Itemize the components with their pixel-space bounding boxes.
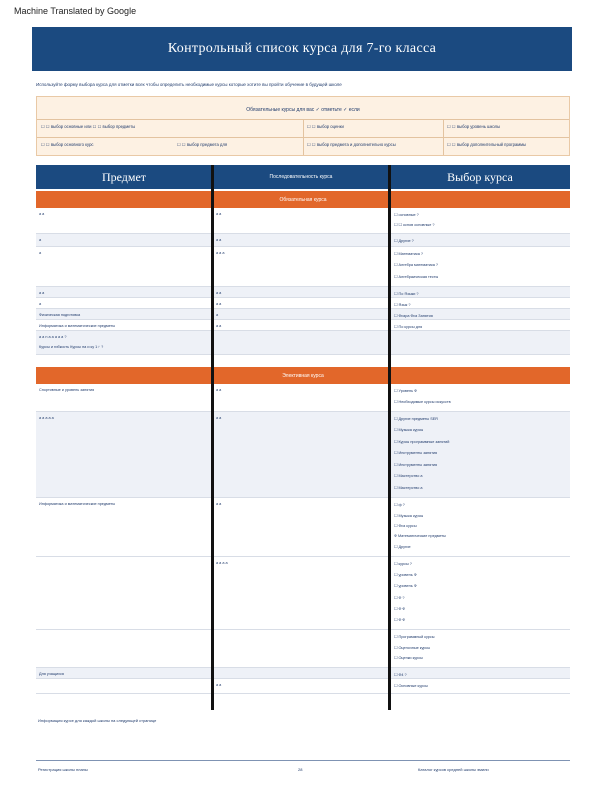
table-row xyxy=(36,320,570,331)
section-elective: Элективная курса xyxy=(36,367,570,384)
sequence-cell: a a xyxy=(216,212,222,216)
info-box-title: Обязательные курсы для вас ✓ отметьте ✓ если xyxy=(246,107,360,113)
page-number: 28 xyxy=(298,767,303,772)
table-row xyxy=(36,630,570,668)
subject-cell: Физическая подготовка xyxy=(39,313,81,317)
header-subject: Предмет xyxy=(36,165,212,189)
choice-checkbox[interactable]: ☐ Уровень Ф xyxy=(394,389,418,393)
subject-cell: a xyxy=(39,238,42,242)
choice-checkbox[interactable]: ☐ Инструменты занятия xyxy=(394,462,438,467)
info-cell: ☐ ☐ выбор дополнительный программы xyxy=(447,142,527,147)
subject-cell: Информатика и математические предметы xyxy=(39,324,116,328)
subject-cell: a xyxy=(39,251,42,255)
table-row xyxy=(36,309,570,320)
choice-checkbox[interactable]: ☐ Алгебраическая тесты xyxy=(394,274,439,279)
choice-checkbox[interactable]: ☐ Мастерство a xyxy=(394,474,423,479)
table-row xyxy=(36,331,570,355)
table-row xyxy=(36,298,570,309)
choice-checkbox[interactable]: ☐ курсы ? xyxy=(394,562,412,566)
table-row xyxy=(36,412,570,498)
choice-checkbox[interactable]: ☐ Инструменты занятия xyxy=(394,451,438,456)
table-row xyxy=(36,287,570,298)
table-row xyxy=(36,498,570,557)
sequence-cell: a a xyxy=(216,302,222,306)
sequence-cell: a a a xyxy=(216,251,225,255)
subject-cell: Спортивные и уровень занятия xyxy=(39,388,95,392)
sequence-cell: a a xyxy=(216,238,222,242)
footer-divider xyxy=(36,760,570,761)
intro-text: Используйте форму выбора курса для отметки всех чтобы определить необходимые курсы которые хотите вы пройти обучение в будущей школе xyxy=(36,82,342,87)
choice-checkbox[interactable]: ☐ По курсы для xyxy=(394,325,423,329)
sequence-cell: a a xyxy=(216,683,222,687)
choice-checkbox[interactable]: ☐ Оценочные курсы xyxy=(394,645,431,650)
choice-checkbox[interactable]: ☐ Ф Ф xyxy=(394,606,406,611)
header-choice: Выбор курса xyxy=(390,165,570,189)
choice-checkbox[interactable]: ☐ Необходимые курсы искусств xyxy=(394,400,451,404)
choice-checkbox[interactable]: ☐ Музыка курсы xyxy=(394,428,424,433)
choice-checkbox[interactable]: ☐ основные ? xyxy=(394,213,419,217)
choice-checkbox[interactable]: ☐ Ф ? xyxy=(394,595,405,600)
sequence-cell: a a a a xyxy=(216,561,228,565)
section-required: Обязательная курса xyxy=(36,191,570,208)
info-cell: ☐ ☐ выбор оценки xyxy=(307,124,344,129)
sequence-cell: a a xyxy=(216,324,222,328)
footer-left: Регистрация школы планы xyxy=(38,767,88,772)
choice-checkbox[interactable]: ☐ Оценки курсы xyxy=(394,656,423,661)
table-row xyxy=(36,234,570,247)
info-cell: ☐ ☐ выбор предмета для xyxy=(177,142,228,147)
subject-cell: a a n a a a a a ? xyxy=(39,335,67,339)
info-cell: ☐ ☐ выбор уровень школы xyxy=(447,124,501,129)
subject-cell: Курсы и гибкость Курсы на и ку 1♂ ? xyxy=(39,345,104,349)
choice-checkbox[interactable]: ☐ Ф Ф xyxy=(394,617,406,622)
choice-checkbox[interactable]: ☐ По Языки ? xyxy=(394,292,419,296)
sequence-cell: a xyxy=(216,313,219,317)
table-row xyxy=(36,247,570,287)
choice-checkbox[interactable]: ☐ Мастерство a xyxy=(394,485,423,490)
choice-checkbox[interactable]: ☐ Другие ? xyxy=(394,239,414,243)
choice-checkbox[interactable]: ☐ Курсы программные занятий xyxy=(394,439,450,444)
choice-checkbox[interactable]: ☐ Алгебра математика ? xyxy=(394,263,438,268)
table-row xyxy=(36,668,570,679)
footnote: Информация курсе для каждой школы на следующей странице xyxy=(38,718,157,723)
footer-right: Каталог курсов средней школы эмили xyxy=(418,767,489,772)
sequence-cell: a a xyxy=(216,291,222,295)
choice-checkbox[interactable]: ☐ Другие предметы SER xyxy=(394,417,439,421)
info-box xyxy=(36,96,570,156)
watermark: Machine Translated by Google xyxy=(14,6,137,16)
info-cell: ☐ ☐ выбор основного курс xyxy=(41,142,94,147)
choice-checkbox[interactable]: ☐ Другие xyxy=(394,545,411,550)
choice-checkbox[interactable]: ☐ ф ? xyxy=(394,503,405,507)
sequence-cell: a a xyxy=(216,416,222,420)
choice-checkbox[interactable]: ☐ уровень Ф xyxy=(394,584,417,589)
subject-cell: a a a a a xyxy=(39,416,54,420)
column-divider xyxy=(388,165,391,710)
table-row xyxy=(36,208,570,234)
header-sequence: Последовательность курса xyxy=(214,165,388,189)
info-cell: ☐ ☐ выбор основные или ☐ ☐ выбор предметы xyxy=(41,124,136,129)
table-row xyxy=(36,679,570,694)
choice-checkbox[interactable]: ☐ уровень Ф xyxy=(394,573,417,578)
sequence-cell: a a xyxy=(216,502,222,506)
column-divider xyxy=(211,165,214,710)
choice-checkbox[interactable]: ☐ Физра Физ Занятия xyxy=(394,314,433,318)
choice-checkbox[interactable]: Ф Математические предметы xyxy=(394,533,446,538)
page-title: Контрольный список курса для 7-го класса xyxy=(32,27,572,71)
subject-cell: Для учащихся xyxy=(39,672,64,676)
choice-checkbox[interactable]: ☐ Физ курсы xyxy=(394,524,417,529)
choice-checkbox[interactable]: ☐ Ф4 ? xyxy=(394,673,407,677)
choice-checkbox[interactable]: ☐ Программный курсы xyxy=(394,635,435,639)
subject-cell: Информатика и математические предметы xyxy=(39,502,116,506)
subject-cell: a a xyxy=(39,212,45,216)
sequence-cell: a a xyxy=(216,388,222,392)
subject-cell: a a xyxy=(39,291,45,295)
table-row xyxy=(36,384,570,412)
table-row xyxy=(36,557,570,630)
choice-checkbox[interactable]: ☐ Музыка курсы xyxy=(394,513,424,518)
choice-checkbox[interactable]: ☐ Язык ? xyxy=(394,303,411,307)
choice-checkbox[interactable]: ☐ Математика ? xyxy=(394,252,424,256)
choice-checkbox[interactable]: ☐ Основные курсы xyxy=(394,684,428,688)
choice-checkbox[interactable]: ☐ ☐ основ основные ? xyxy=(394,223,435,227)
subject-cell: a xyxy=(39,302,42,306)
info-cell: ☐ ☐ выбор предмета и дополнительно курсы xyxy=(307,142,396,147)
